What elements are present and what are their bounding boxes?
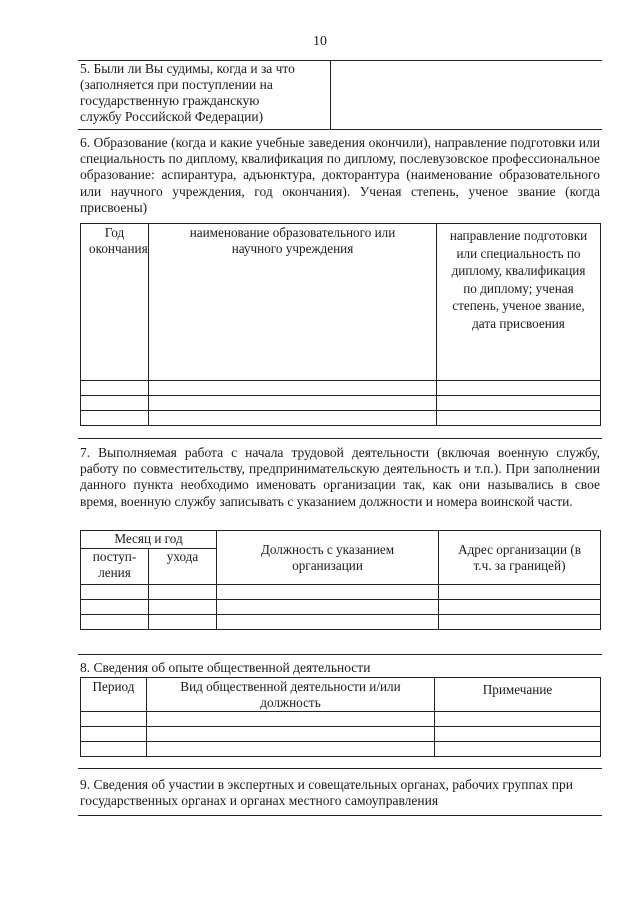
col-period-header: Период [81, 678, 147, 712]
section-5-answer-field[interactable] [331, 61, 602, 129]
section-6-text: 6. Образование (когда и какие учебные заведения окончили), направление подготовки или специальность по диплому, квалификация по диплому, послевузовское профессиональное образование: аспирантура, адъюнктура, докторантура (наименование образовательного или научного учреждения, год окончания). Ученая степень, ученое звание (когда присвоены) [80, 135, 600, 215]
cell-input[interactable] [149, 381, 437, 396]
cell-input[interactable] [147, 727, 435, 742]
section-8-title: 8. Сведения об опыте общественной деятельности [80, 660, 371, 675]
cell-input[interactable] [439, 600, 601, 615]
table-row [81, 585, 601, 600]
col-start-header: поступ-ления [81, 549, 149, 585]
section-5-question [80, 61, 328, 125]
cell-input[interactable] [81, 742, 147, 757]
cell-input[interactable] [435, 727, 601, 742]
cell-input[interactable] [439, 615, 601, 630]
cell-input[interactable] [439, 585, 601, 600]
table-row [81, 381, 601, 396]
cell-input[interactable] [149, 396, 437, 411]
col-note-header: Примечание [435, 678, 601, 712]
col-specialty-header: направление подготовки или специальность по диплому, квалификация по диплому; ученая степень, ученое звание, дата присвоения [437, 224, 601, 381]
page-number: 10 [313, 34, 327, 49]
col-address-header: Адрес организации (в т.ч. за границей) [439, 531, 601, 585]
cell-input[interactable] [217, 600, 439, 615]
col-month-year-header: Месяц и год [81, 531, 217, 549]
section-5 [78, 60, 602, 130]
cell-input[interactable] [217, 615, 439, 630]
cell-input[interactable] [81, 585, 149, 600]
section-7-text: 7. Выполняемая работа с начала трудовой деятельности (включая военную службу, работу по совместительству, предпринимательскую деятельность и т.п.). При заполнении данного пункта необходимо именовать организации так, как они назывались в свое время, военную службу записывать с указанием должности и номера воинской части. [80, 445, 600, 509]
section-5-line: государственную гражданскую [80, 93, 260, 108]
table-row [81, 742, 601, 757]
work-history-table [80, 530, 601, 630]
cell-input[interactable] [81, 381, 149, 396]
table-row [81, 727, 601, 742]
cell-input[interactable] [81, 396, 149, 411]
col-position-header: Должность с указанием организации [217, 531, 439, 585]
cell-input[interactable] [81, 411, 149, 426]
cell-input[interactable] [81, 615, 149, 630]
cell-input[interactable] [217, 585, 439, 600]
cell-input[interactable] [437, 411, 601, 426]
cell-input[interactable] [81, 712, 147, 727]
section-5-line: 5. Были ли Вы судимы, когда и за что [80, 61, 295, 76]
cell-input[interactable] [437, 381, 601, 396]
cell-input[interactable] [147, 712, 435, 727]
table-row [81, 615, 601, 630]
public-activity-table [80, 677, 601, 757]
cell-input[interactable] [147, 742, 435, 757]
table-row [81, 411, 601, 426]
table-row [81, 600, 601, 615]
cell-input[interactable] [437, 396, 601, 411]
cell-input[interactable] [81, 600, 149, 615]
cell-input[interactable] [149, 600, 217, 615]
section-5-line: службу Российской Федерации) [80, 109, 264, 124]
section-9-text: 9. Сведения об участии в экспертных и совещательных органах, рабочих группах при государственных органах и органах местного самоуправления [80, 777, 574, 809]
education-table [80, 223, 601, 426]
section-divider [78, 654, 602, 655]
table-row [81, 396, 601, 411]
col-end-header: ухода [149, 549, 217, 585]
cell-input[interactable] [149, 585, 217, 600]
cell-input[interactable] [149, 411, 437, 426]
cell-input[interactable] [149, 615, 217, 630]
section-divider [78, 438, 602, 439]
table-row [81, 712, 601, 727]
section-5-line: (заполняется при поступлении на [80, 77, 273, 92]
cell-input[interactable] [435, 712, 601, 727]
section-divider [78, 768, 602, 769]
col-year-header: Год окончания [81, 224, 149, 381]
col-institution-header: наименование образовательного или научного учреждения [149, 224, 437, 381]
cell-input[interactable] [435, 742, 601, 757]
cell-input[interactable] [81, 727, 147, 742]
col-activity-header: Вид общественной деятельности и/или должность [147, 678, 435, 712]
section-9-answer-line[interactable] [78, 815, 602, 816]
